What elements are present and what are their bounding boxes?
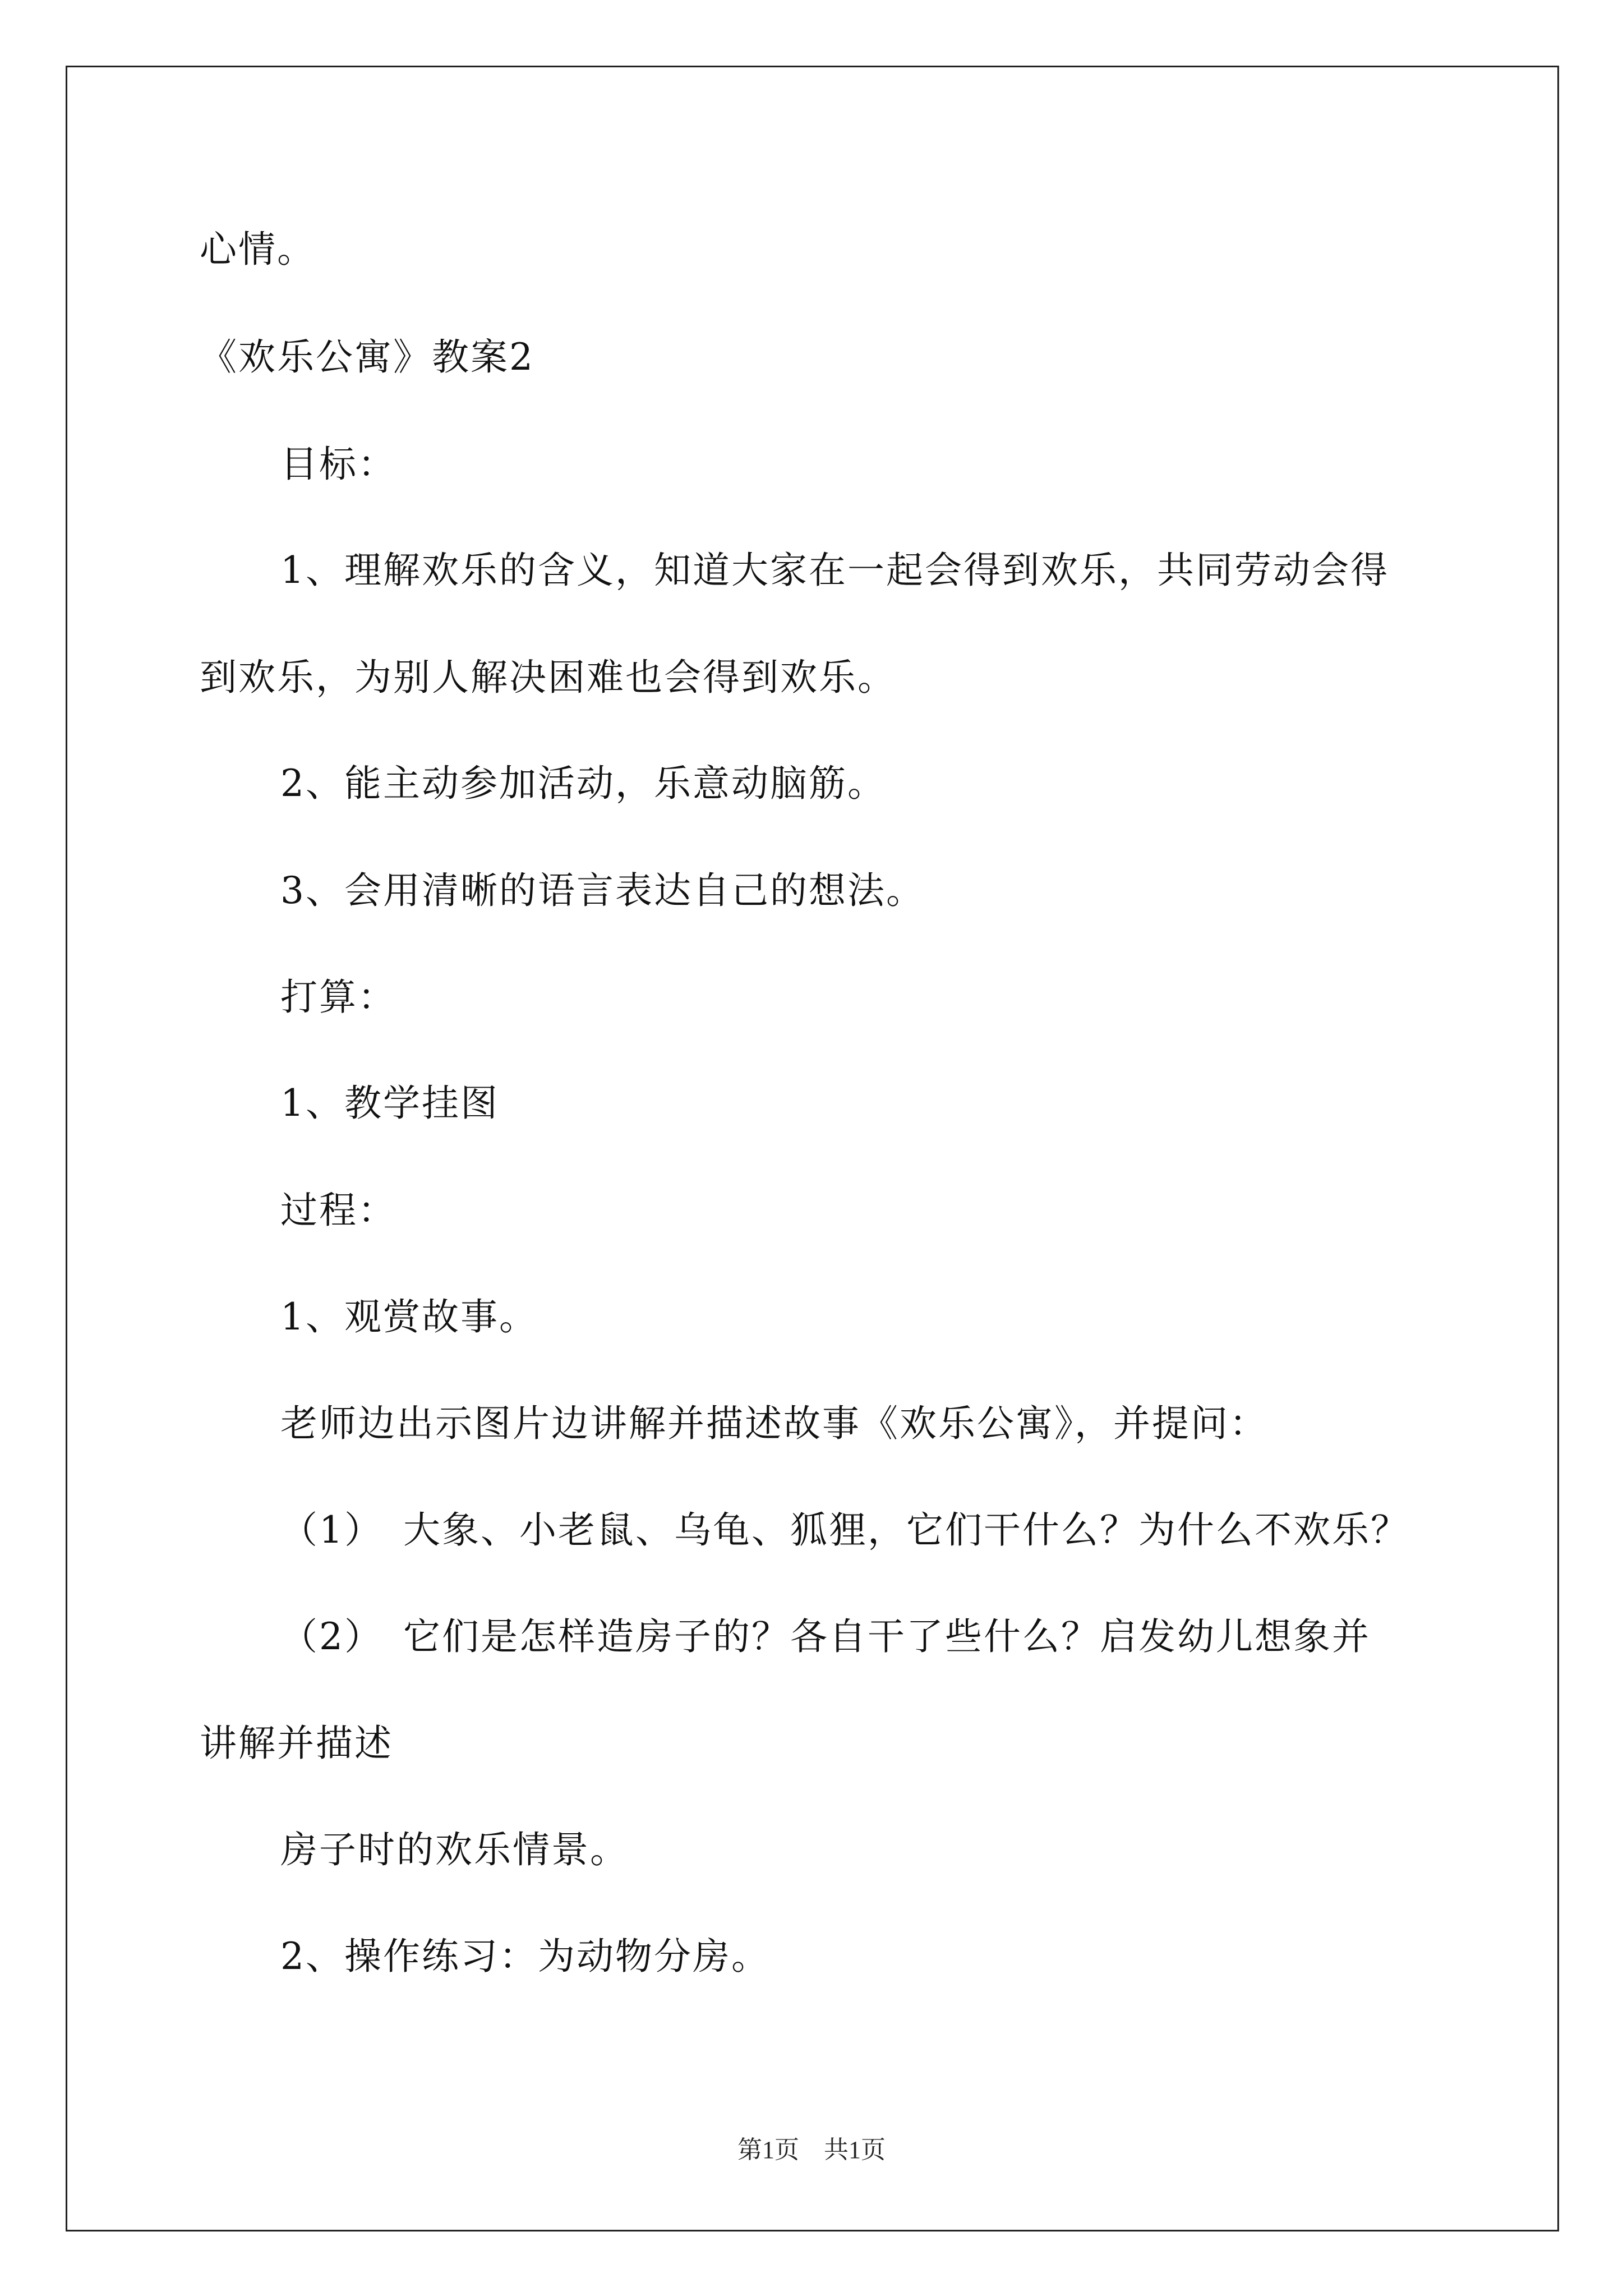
question-2: （2） 它们是怎样造房子的？各自干了些什么？启发幼儿想象并 [280,1615,1371,1658]
page-footer: 第1页 共1页 [737,2136,886,2164]
goals-heading: 目标： [280,443,396,486]
question-2-continued: 讲解并描述 [200,1722,393,1765]
preparation-heading: 打算： [280,976,396,1019]
goal-item-2: 2、能主动参加活动，乐意动脑筋。 [280,762,886,805]
process-step-2: 2、操作练习：为动物分房。 [280,1935,770,1978]
goal-item-1: 1、理解欢乐的含义，知道大家在一起会得到欢乐，共同劳动会得 [280,549,1389,592]
process-step-1-text: 老师边出示图片边讲解并描述故事《欢乐公寓》，并提问： [280,1402,1268,1445]
text-line-1: 心情。 [200,228,316,271]
question-1: （1） 大象、小老鼠、乌龟、狐狸，它们干什么？为什么不欢乐？ [280,1508,1409,1552]
process-step-1: 1、观赏故事。 [280,1295,538,1338]
question-2-continued-2: 房子时的欢乐情景。 [280,1828,629,1871]
process-heading: 过程： [280,1189,396,1232]
goal-item-1-continued: 到欢乐，为别人解决困难也会得到欢乐。 [200,656,896,699]
section-heading: 《欢乐公寓》教案2 [200,335,534,379]
goal-item-3: 3、会用清晰的语言表达自己的想法。 [280,869,925,912]
preparation-item-1: 1、教学挂图 [280,1082,499,1125]
page-border [66,66,1559,2231]
